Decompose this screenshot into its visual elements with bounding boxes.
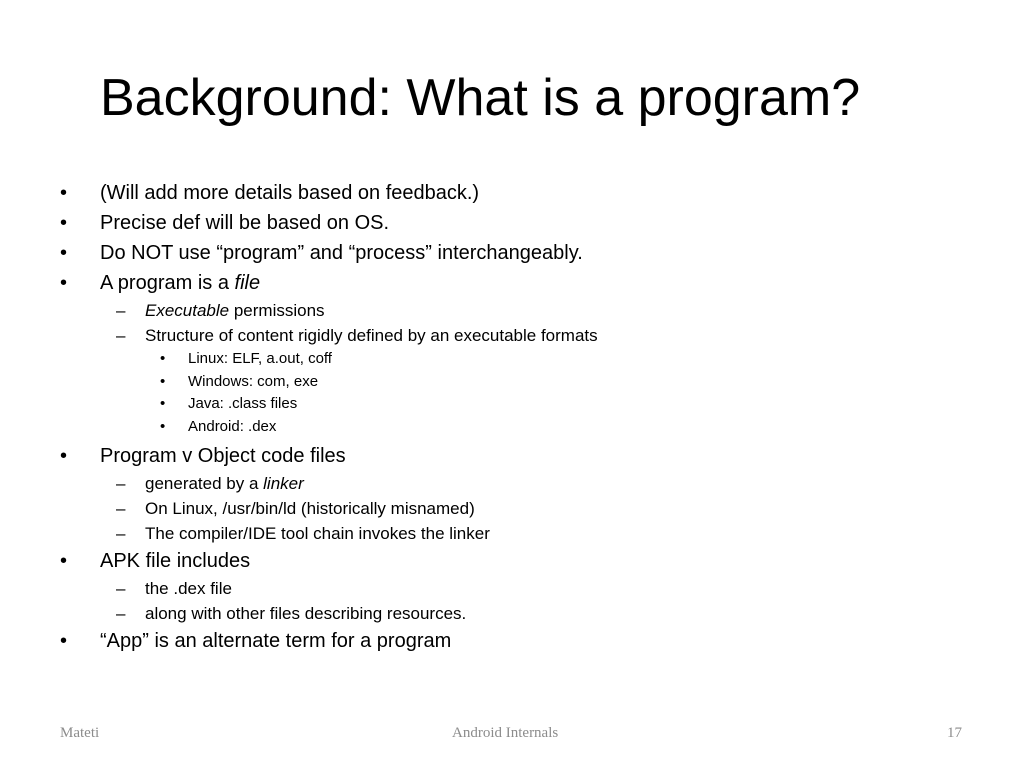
small-bullet-marker: •	[160, 417, 166, 435]
slide-title: Background: What is a program?	[100, 69, 861, 127]
bullet-marker: •	[60, 272, 68, 294]
small-bullet-marker: •	[160, 372, 166, 390]
dash-marker: –	[116, 326, 126, 345]
sub-list-item-text: the .dex file	[145, 579, 232, 598]
sub-list-item	[60, 521, 960, 546]
list-item-emphasis: file	[234, 272, 261, 294]
list-item-text: Do NOT use “program” and “process” interchangeably.	[100, 242, 583, 264]
list-item	[60, 178, 960, 208]
list-item-text: A program is a	[100, 272, 235, 294]
sub-list-item	[60, 323, 960, 348]
small-bullet-marker: •	[160, 395, 166, 412]
dash-marker: –	[116, 499, 126, 518]
list-item	[60, 546, 960, 576]
list-item	[60, 238, 960, 268]
list-item-text: “App” is an alternate term for a program	[100, 630, 452, 652]
bullet-marker: •	[60, 212, 68, 234]
list-item	[60, 441, 960, 471]
sub-sub-list-item	[60, 393, 960, 416]
sub-sub-list-item	[60, 416, 960, 439]
sub-list-item	[60, 496, 960, 521]
sub-list-item-text: along with other files describing resources.	[145, 604, 467, 623]
dash-marker: –	[116, 524, 126, 543]
sub-list-item	[60, 601, 960, 626]
sub-sub-list-item-text: Java: .class files	[188, 395, 298, 412]
footer-course: Android Internals	[452, 725, 559, 741]
dash-marker: –	[116, 474, 126, 493]
sub-sub-list-item	[60, 371, 960, 394]
sub-list-item	[60, 576, 960, 601]
bullet-marker: •	[60, 630, 68, 652]
dash-marker: –	[116, 604, 126, 623]
footer-page-number: 17	[947, 725, 962, 741]
sub-list-item-text: On Linux, /usr/bin/ld (historically misnamed)	[145, 499, 475, 518]
list-item	[60, 626, 960, 656]
list-item-text: Precise def will be based on OS.	[100, 212, 390, 234]
list-item	[60, 208, 960, 238]
dash-marker: –	[116, 301, 126, 320]
bullet-marker: •	[60, 550, 68, 572]
sub-sub-list-item-text: Android: .dex	[188, 417, 277, 435]
list-item-text: Program v Object code files	[100, 445, 346, 467]
dash-marker: –	[116, 579, 126, 598]
bullet-marker: •	[60, 445, 68, 467]
footer-author: Mateti	[60, 725, 100, 741]
sub-list-item-text: permissions	[229, 301, 325, 320]
small-bullet-marker: •	[160, 350, 166, 367]
sub-list-item-emphasis: linker	[263, 474, 304, 493]
bullet-marker: •	[60, 242, 68, 264]
sub-list-item-text: generated by a	[145, 474, 264, 493]
sub-list-item	[60, 471, 960, 496]
sub-sub-list-item	[60, 348, 960, 371]
bullet-marker: •	[60, 182, 68, 204]
sub-list-item-text: Structure of content rigidly defined by an executable formats	[145, 326, 598, 345]
sub-sub-list-item-text: Linux: ELF, a.out, coff	[188, 350, 332, 367]
sub-sub-list-item-text: Windows: com, exe	[188, 372, 319, 390]
list-item-text: APK file includes	[100, 550, 251, 572]
sub-list-item	[60, 298, 960, 323]
list-item	[60, 268, 960, 298]
sub-list-item-emphasis: Executable	[145, 301, 230, 320]
sub-list-item-text: The compiler/IDE tool chain invokes the linker	[145, 524, 490, 543]
bullet-list	[60, 178, 960, 656]
list-item-text: (Will add more details based on feedback.)	[100, 182, 480, 204]
